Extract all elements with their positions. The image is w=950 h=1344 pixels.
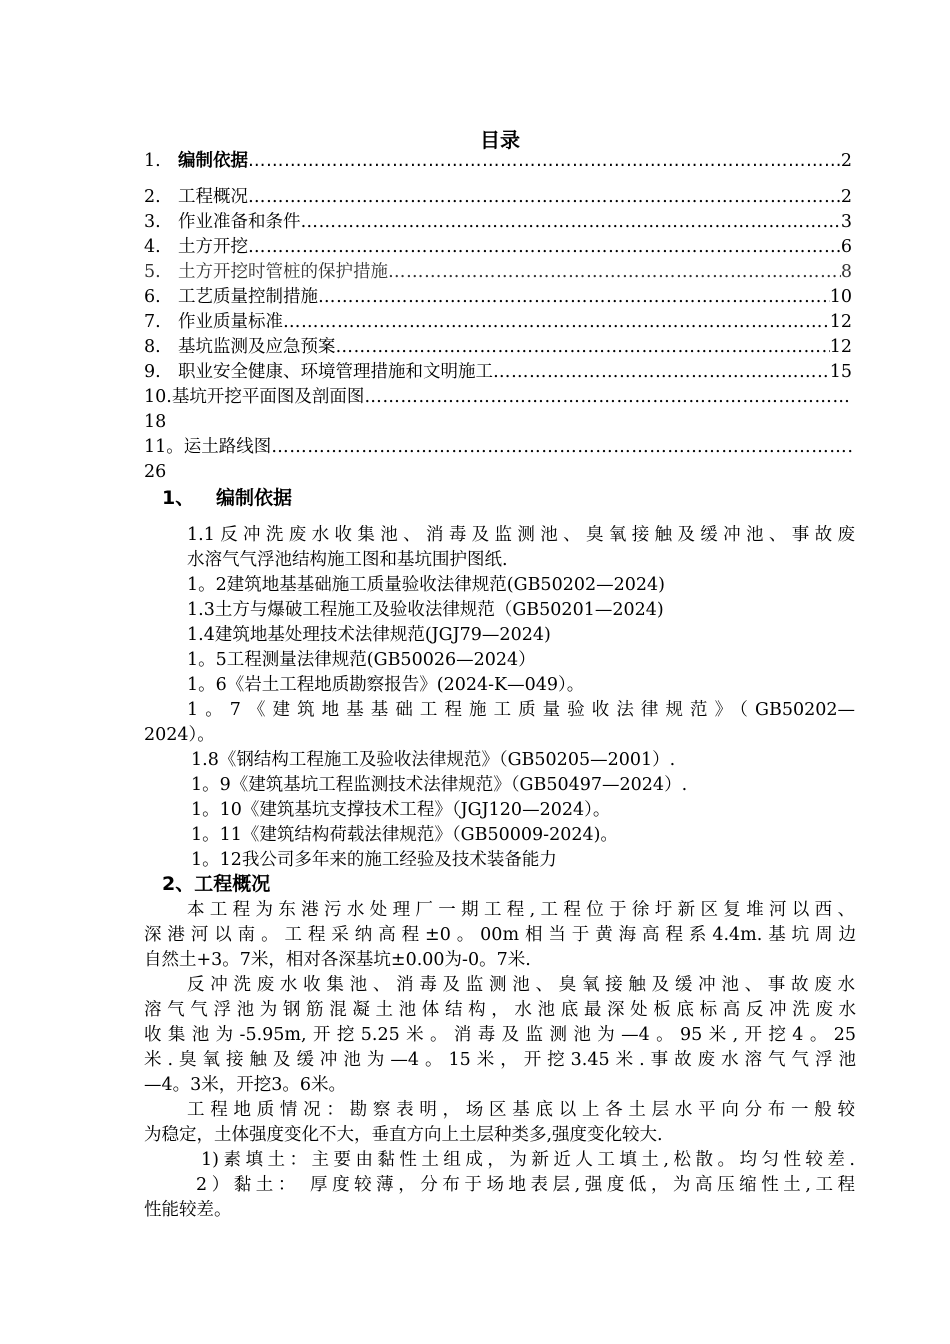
reference-line: 1。12我公司多年来的施工经验及技术装备能力 (191, 850, 557, 870)
section-heading: 编制依据 (216, 487, 293, 509)
toc-entry[interactable] (144, 335, 852, 359)
toc-entry[interactable] (144, 310, 852, 334)
toc-entry-page: 18 (144, 412, 167, 432)
toc-entry[interactable] (144, 435, 852, 459)
toc-entry-page: 3 (840, 212, 852, 232)
toc-entry-label: 工程概况 (178, 187, 248, 207)
toc-leader-dots (388, 260, 841, 284)
paragraph-line: 自然土+3。7米，相对各深基坑±0.00为-0。7米. (144, 950, 531, 970)
toc-entry-label: 基坑监测及应急预案 (178, 337, 336, 357)
toc-entry-number: 4. (144, 237, 161, 257)
toc-entry-page: 6 (840, 237, 852, 257)
toc-entry-page: 2 (840, 151, 852, 171)
section-heading: 2、工程概况 (162, 873, 271, 895)
toc-entry-label: 编制依据 (178, 151, 248, 171)
toc-entry[interactable] (144, 260, 852, 284)
toc-entry[interactable] (144, 149, 852, 173)
toc-entry-number: 9. (144, 362, 161, 382)
toc-entry-label: 土方开挖 (178, 237, 248, 257)
paragraph-line: 工程地质情况：勘察表明，场区基底以上各土层水平向分布一般较 (187, 1100, 855, 1120)
paragraph-line: 2）黏土： 厚度较薄，分布于场地表层,强度低，为高压缩性土,工程 (196, 1175, 855, 1195)
toc-entry-label: 运土路线图 (183, 437, 272, 457)
toc-entry-page: 15 (829, 362, 852, 382)
toc-leader-dots (493, 360, 830, 384)
paragraph-line: 本工程为东港污水处理厂一期工程,工程位于徐圩新区复堆河以西、 (187, 900, 855, 920)
toc-entry-page: 8 (840, 262, 852, 282)
section-heading-number: 1、 (162, 487, 195, 509)
paragraph-line: 收集池为-5.95m,开挖5.25米。消毒及监测池为—4。95米,开挖4。25 (144, 1025, 856, 1045)
reference-line: 1。9《建筑基坑工程监测技术法律规范》（GB50497—2024）. (191, 775, 688, 795)
toc-leader-dots (336, 335, 830, 359)
toc-entry-number: 10. (144, 387, 172, 407)
toc-entry-number: 11。 (144, 437, 184, 457)
paragraph-line: —4。3米，开挖3。6米。 (144, 1075, 347, 1095)
reference-line: 1.3土方与爆破工程施工及验收法律规范（GB50201—2024) (187, 600, 664, 620)
toc-entry-number: 3. (144, 212, 161, 232)
paragraph-line: 为稳定，土体强度变化不大，垂直方向上土层种类多,强度变化较大. (144, 1125, 663, 1145)
reference-line: 1。10《建筑基坑支撑技术工程》（JGJ120—2024）。 (191, 800, 611, 820)
toc-entry[interactable] (144, 285, 852, 309)
reference-line: 1.4建筑地基处理技术法律规范(JGJ79—2024) (187, 625, 551, 645)
reference-line: 1。6《岩土工程地质勘察报告》(2024-K—049）。 (187, 675, 585, 695)
reference-line: 1。5工程测量法律规范(GB50026—2024） (187, 650, 536, 670)
toc-entry-label: 基坑开挖平面图及剖面图 (171, 387, 365, 407)
toc-entry-number: 5. (144, 262, 161, 282)
toc-entry[interactable] (144, 360, 852, 384)
reference-line: 1。2建筑地基基础施工质量验收法律规范(GB50202—2024) (187, 575, 665, 595)
paragraph-line: 性能较差。 (144, 1200, 232, 1220)
toc-entry-number: 2. (144, 187, 161, 207)
reference-line: 1。11《建筑结构荷载法律规范》（GB50009-2024)。 (191, 825, 618, 845)
toc-entry-number: 7. (144, 312, 161, 332)
toc-entry-number: 8. (144, 337, 161, 357)
reference-line: 1。7《建筑地基基础工程施工质量验收法律规范》（GB50202— (187, 700, 855, 720)
paragraph-line: 米.臭氧接触及缓冲池为—4。15米，开挖3.45米.事故废水溶气气浮池 (144, 1050, 856, 1070)
toc-entry-label: 作业准备和条件 (178, 212, 301, 232)
paragraph-line: 1)素填土：主要由黏性土组成，为新近人工填土,松散。均匀性较差. (201, 1150, 855, 1170)
reference-line: 1.8《钢结构工程施工及验收法律规范》（GB50205—2001）. (191, 750, 676, 770)
toc-entry[interactable] (144, 385, 852, 409)
toc-leader-dots (248, 149, 841, 173)
toc-entry-label: 工艺质量控制措施 (178, 287, 318, 307)
toc-leader-dots (248, 235, 841, 259)
toc-entry-page: 26 (144, 462, 167, 482)
toc-leader-dots (248, 185, 841, 209)
toc-entry-label: 职业安全健康、环境管理措施和文明施工 (178, 362, 493, 382)
toc-leader-dots (271, 435, 852, 459)
toc-title: 目录 (480, 128, 520, 152)
toc-entry-label: 作业质量标准 (178, 312, 283, 332)
toc-leader-dots (364, 385, 852, 409)
toc-entry[interactable] (144, 185, 852, 209)
toc-entry-label: 土方开挖时管桩的保护措施 (178, 262, 388, 282)
toc-leader-dots (318, 285, 830, 309)
toc-entry-number: 1. (144, 151, 161, 171)
paragraph-line: 溶气气浮池为钢筋混凝土池体结构，水池底最深处板底标高反冲洗废水 (144, 1000, 856, 1020)
reference-line: 水溶气气浮池结构施工图和基坑围护图纸. (187, 550, 508, 570)
reference-line: 2024）。 (144, 725, 215, 745)
paragraph-line: 反冲洗废水收集池、消毒及监测池、臭氧接触及缓冲池、事故废水 (187, 975, 855, 995)
toc-entry-page: 10 (829, 287, 852, 307)
toc-entry[interactable] (144, 235, 852, 259)
toc-entry-page: 12 (829, 312, 852, 332)
toc-entry[interactable] (144, 210, 852, 234)
toc-leader-dots (283, 310, 830, 334)
toc-entry-number: 6. (144, 287, 161, 307)
reference-line: 1.1反冲洗废水收集池、消毒及监测池、臭氧接触及缓冲池、事故废 (187, 525, 855, 545)
toc-entry-page: 2 (840, 187, 852, 207)
toc-entry-page: 12 (829, 337, 852, 357)
paragraph-line: 深港河以南。工程采纳高程±0。00m相当于黄海高程系4.4m.基坑周边 (144, 925, 856, 945)
toc-leader-dots (301, 210, 841, 234)
